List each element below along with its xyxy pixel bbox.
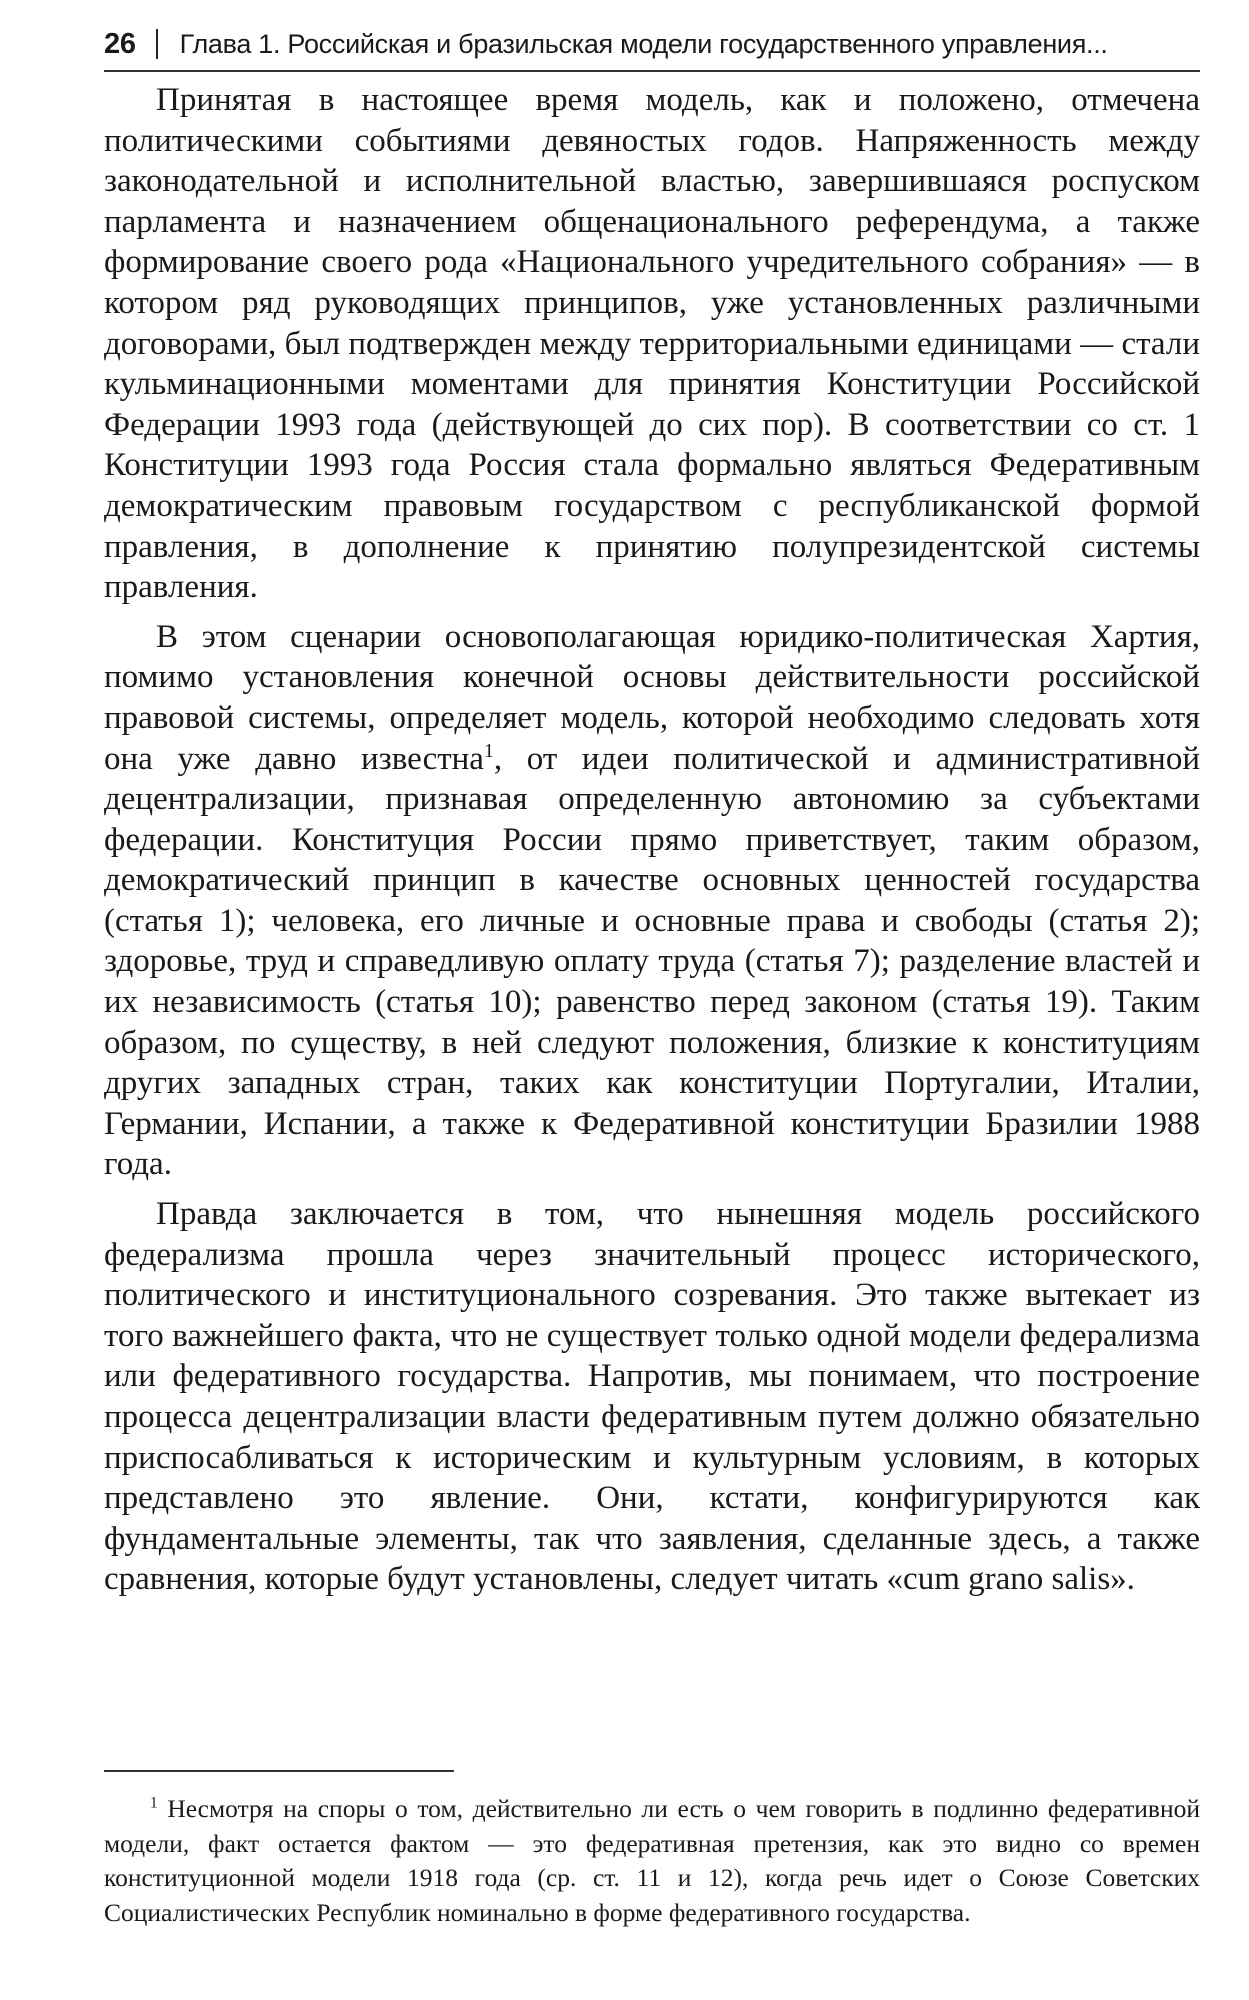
- chapter-title: Глава 1. Российская и бразильская модели государственного управления...: [179, 28, 1108, 59]
- footnote-rule: [104, 1770, 454, 1772]
- footnote-marker: 1: [150, 1794, 158, 1812]
- footnote-reference: 1: [483, 739, 494, 762]
- body-text: [104, 80, 1200, 1609]
- paragraph-1: Принятая в настоящее время модель, как и положено, отмечена политическими событиями девяностых годов. Напряженность между законодательной и исполнительной властью, завершившаяся роспуском парламента и назначением общенационального референдума, а также формирование своего рода «Национального учредительного собрания» — в котором ряд руководящих принципов, уже установленных различными договорами, был подтвержден между территориальными единицами — стали кульминационными моментами для принятия Конституции Российской Федерации 1993 года (действующей до сих пор). В соответствии со ст. 1 Конституции 1993 года Россия стала формально являться Федеративным демократическим правовым государством с республиканской формой правления, в дополнение к принятию полупрезидентской системы правления.: [104, 82, 1200, 606]
- footnote: [104, 1792, 1200, 1930]
- paragraph-2-text-a: В этом сценарии основополагающая юридико-политическая Хартия, помимо установления конечной основы действительности российской правовой системы, определяет модель, которой необходимо следовать хотя она уже давно известна: [104, 618, 1200, 777]
- paragraph-2: [104, 617, 1200, 1185]
- paragraph-2-text-b: , от идеи политической и административной децентрализации, признавая определенную автономию за субъектами федерации. Конституция России прямо приветствует, таким образом, демократический принцип в качестве основных ценностей государства (статья 1); человека, его личные и основные права и свободы (статья 2); здоровье, труд и справедливую оплату труда (статья 7); разделение властей и их независимость (статья 10); равенство перед законом (статья 19). Таким образом, по существу, в ней следуют положения, близкие к конституциям других западных стран, таких как конституции Португалии, Италии, Германии, Испании, а также к Федеративной конституции Бразилии 1988 года.: [104, 740, 1200, 1183]
- footnote-text: Несмотря на споры о том, действительно ли есть о чем говорить в подлинно федеративной модели, факт остается фактом — это федеративная претензия, как это видно со времен конституционной модели 1918 года (ср. ст. 11 и 12), когда речь идет о Союзе Советских Социалистических Республик номинально в форме федеративного государства.: [104, 1794, 1201, 1927]
- header-rule: [104, 70, 1200, 72]
- running-head: [104, 20, 1200, 68]
- header-separator: [156, 29, 158, 59]
- page-number: 26: [104, 27, 136, 60]
- paragraph-3: Правда заключается в том, что нынешняя модель российского федерализма прошла через значительный процесс исторического, политического и институционального созревания. Это также вытекает из того важнейшего факта, что не существует только одной модели федерализма или федеративного государства. Напротив, мы понимаем, что построение процесса децентрализации власти федеративным путем должно обязательно приспосабливаться к историческим и культурным условиям, в которых представлено это явление. Они, кстати, конфигурируются как фундаментальные элементы, так что заявления, сделанные здесь, а также сравнения, которые будут установлены, следует читать «cum grano salis».: [104, 1196, 1200, 1598]
